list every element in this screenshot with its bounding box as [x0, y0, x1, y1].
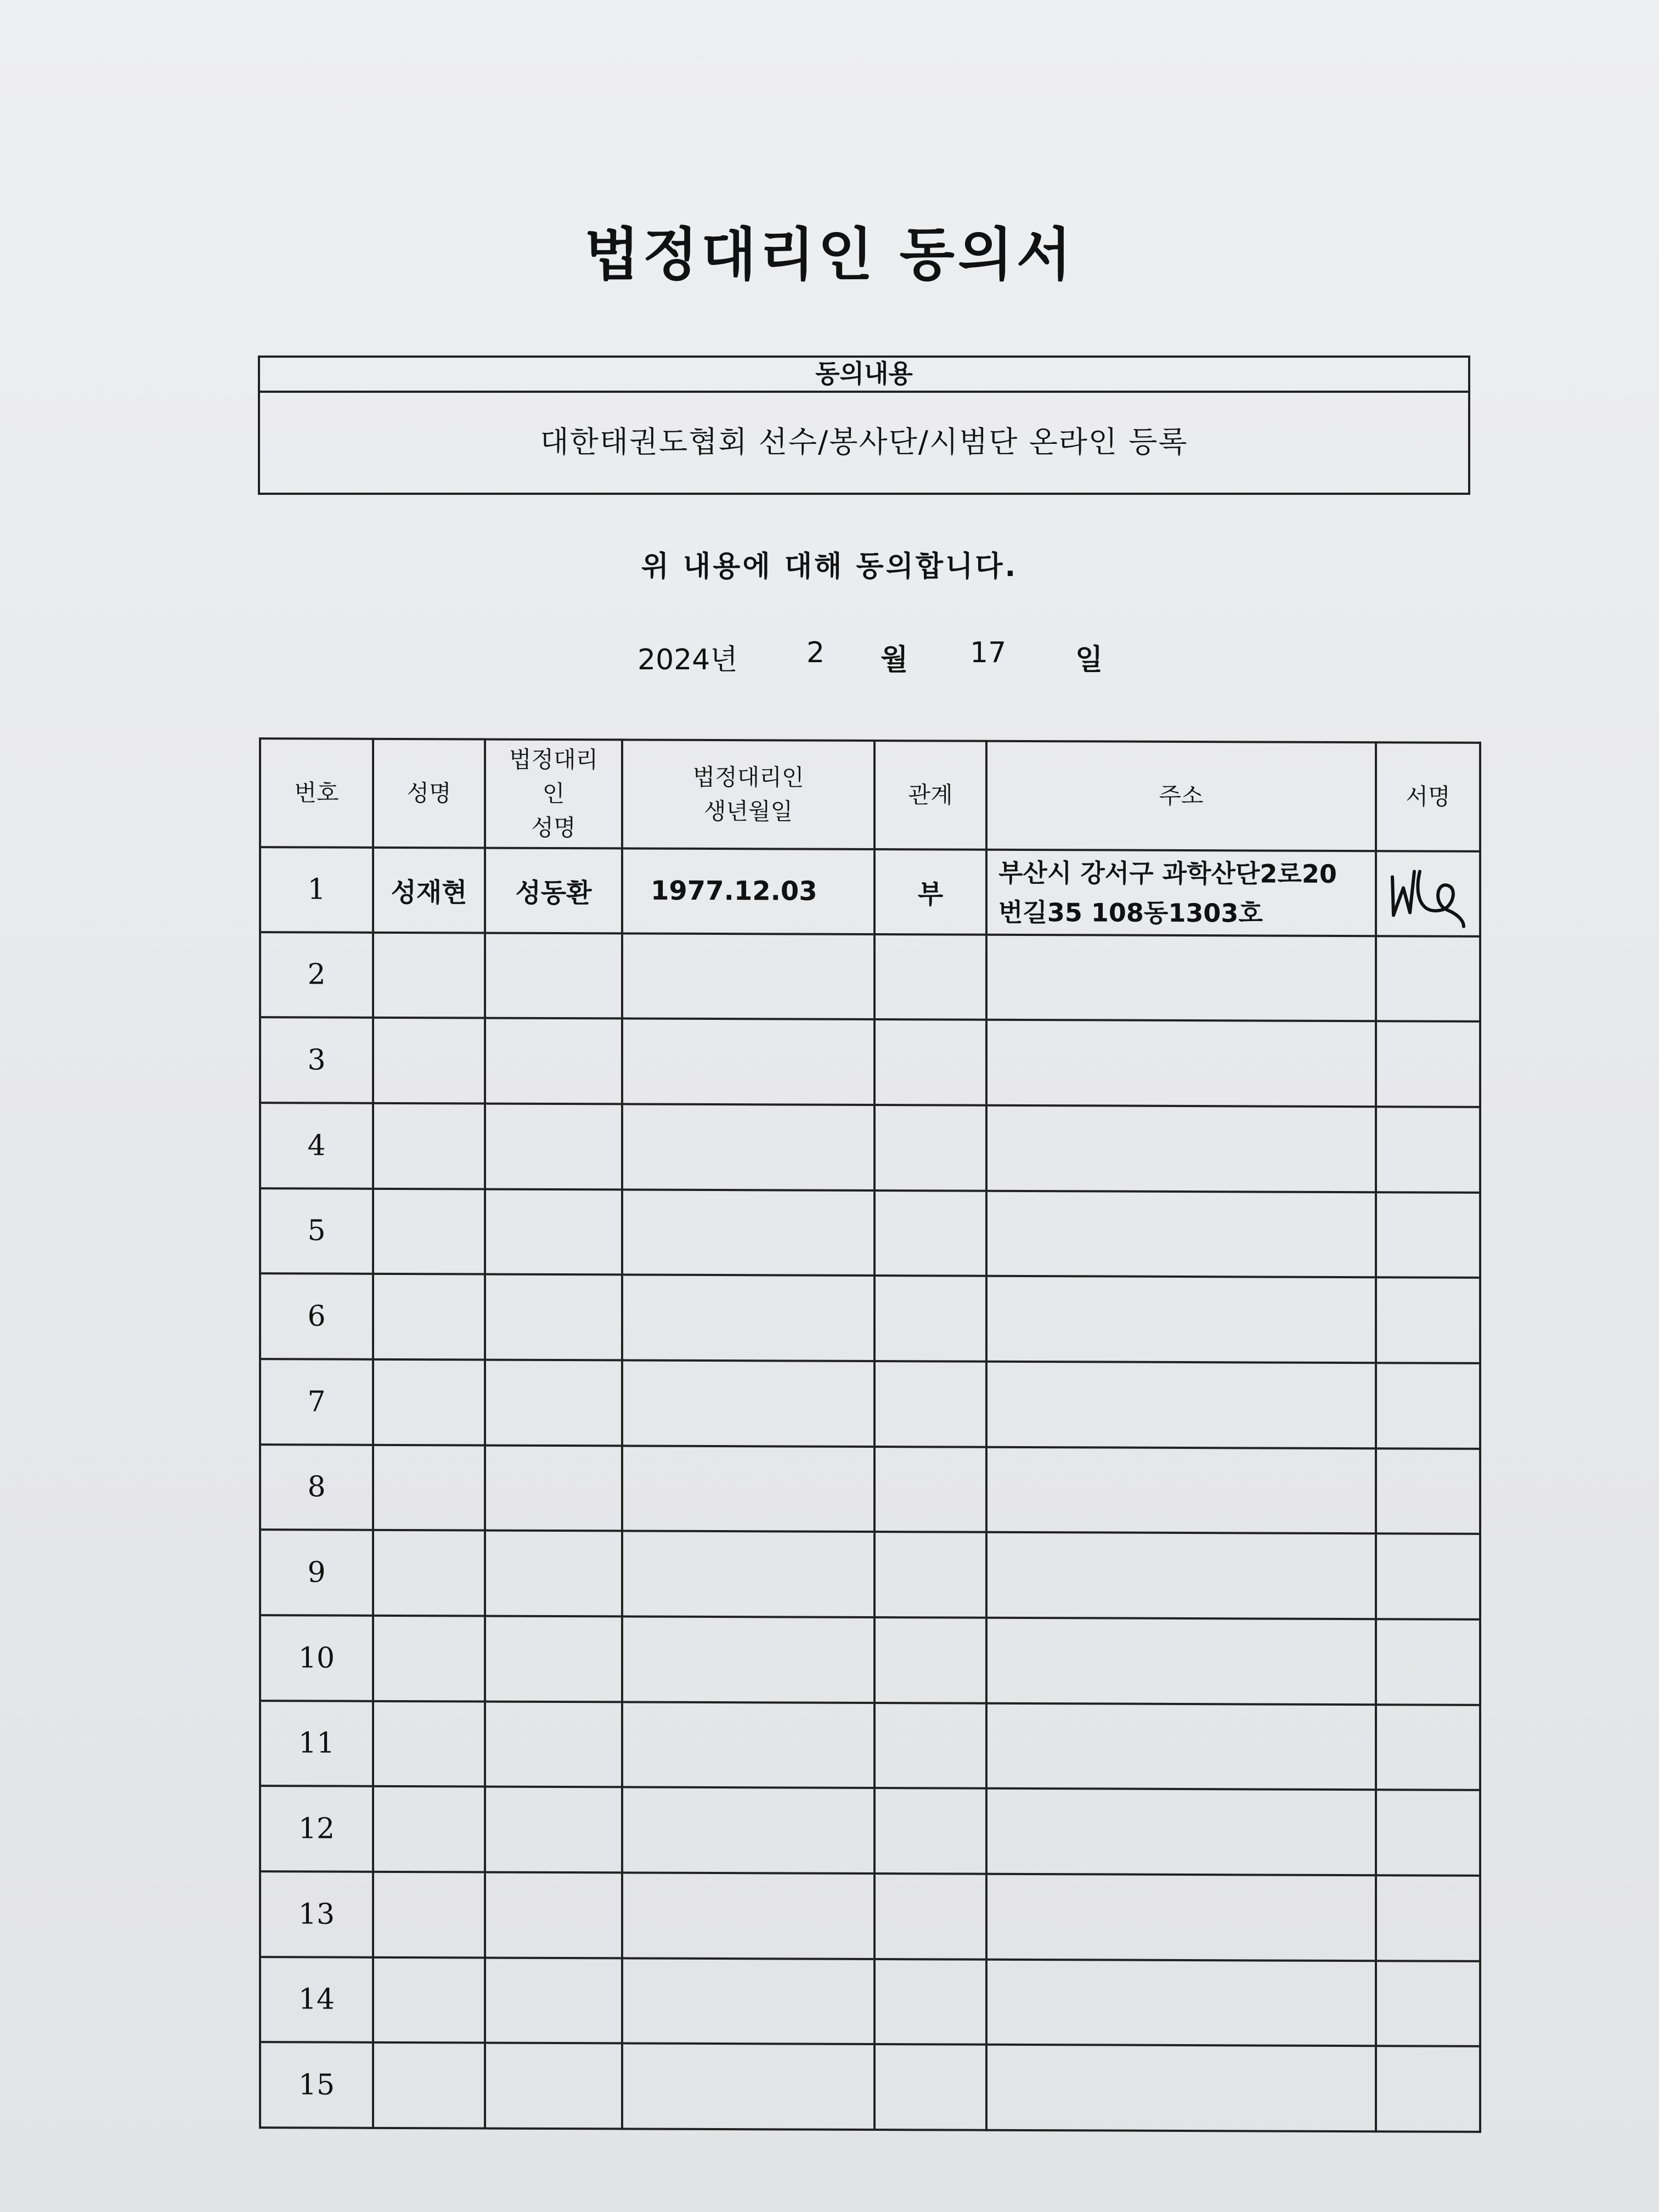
row-number: 10 — [260, 1615, 373, 1701]
table-row — [260, 1188, 1480, 1278]
table-row — [260, 2042, 1480, 2132]
header-address: 주소 — [986, 741, 1376, 851]
table-row — [260, 1103, 1480, 1192]
table-row — [260, 1615, 1480, 1705]
header-guardian-name-line2: 인 — [542, 780, 565, 808]
row-name: 성재현 — [373, 848, 485, 933]
table-row — [260, 1786, 1480, 1875]
row-guardian-name: 성동환 — [485, 848, 622, 934]
header-guardian-birth — [622, 740, 874, 849]
row-number: 3 — [260, 1017, 373, 1103]
row-number: 6 — [260, 1273, 373, 1359]
table-row — [260, 1530, 1480, 1619]
date-day: 17 — [970, 636, 1007, 669]
row-number: 14 — [260, 1957, 373, 2042]
row-number: 8 — [260, 1444, 373, 1530]
row-number: 7 — [260, 1359, 373, 1444]
row-signature — [1376, 851, 1480, 936]
date-year: 2024년 — [637, 644, 738, 676]
agreement-statement: 위 내용에 대해 동의합니다. — [641, 550, 1018, 583]
row-number: 15 — [260, 2042, 373, 2128]
row-number: 9 — [260, 1530, 373, 1615]
row-number: 13 — [260, 1871, 373, 1957]
header-guardian-name-line3: 성명 — [531, 814, 576, 842]
handwritten-signature — [1381, 855, 1475, 933]
date-month-label: 월 — [881, 644, 909, 676]
table-row — [260, 1444, 1480, 1534]
row-number: 2 — [260, 932, 373, 1018]
consent-content-header: 동의내용 — [260, 358, 1468, 393]
row-address-line1: 부산시 강서구 과학산단2로20 — [998, 858, 1337, 889]
table-row — [260, 847, 1480, 936]
header-guardian-name — [485, 740, 622, 849]
row-number: 4 — [260, 1103, 373, 1188]
table-row — [260, 1359, 1480, 1448]
header-guardian-birth-line2: 생년월일 — [703, 797, 793, 825]
table-row — [260, 1017, 1480, 1107]
header-guardian-birth-line1: 법정대리인 — [692, 763, 804, 791]
row-number: 12 — [260, 1786, 373, 1871]
table-row — [260, 1701, 1480, 1790]
table-header-row — [260, 738, 1480, 851]
guardian-roster-table — [259, 737, 1481, 2133]
row-guardian-birth: 1977.12.03 — [622, 848, 874, 934]
row-relation: 부 — [874, 849, 986, 934]
header-guardian-name-line1: 법정대리 — [509, 746, 599, 774]
row-number: 11 — [260, 1701, 373, 1786]
row-address-line2: 번길35 108동1303호 — [998, 898, 1263, 928]
consent-content-body: 대한태권도협회 선수/봉사단/시범단 온라인 등록 — [540, 425, 1188, 459]
row-number: 5 — [260, 1188, 373, 1274]
table-row — [260, 1273, 1480, 1363]
row-address — [986, 850, 1376, 936]
table-row — [260, 1871, 1480, 1961]
table-row — [260, 932, 1480, 1022]
header-relation: 관계 — [874, 741, 986, 850]
row-number: 1 — [260, 847, 373, 932]
document-title: 법정대리인 동의서 — [584, 221, 1075, 288]
header-number: 번호 — [260, 738, 373, 848]
date-month: 2 — [806, 636, 825, 669]
header-signature: 서명 — [1376, 742, 1480, 851]
consent-content-box — [258, 356, 1470, 495]
date-day-label: 일 — [1075, 644, 1103, 676]
header-name: 성명 — [373, 739, 485, 848]
table-row — [260, 1957, 1480, 2046]
